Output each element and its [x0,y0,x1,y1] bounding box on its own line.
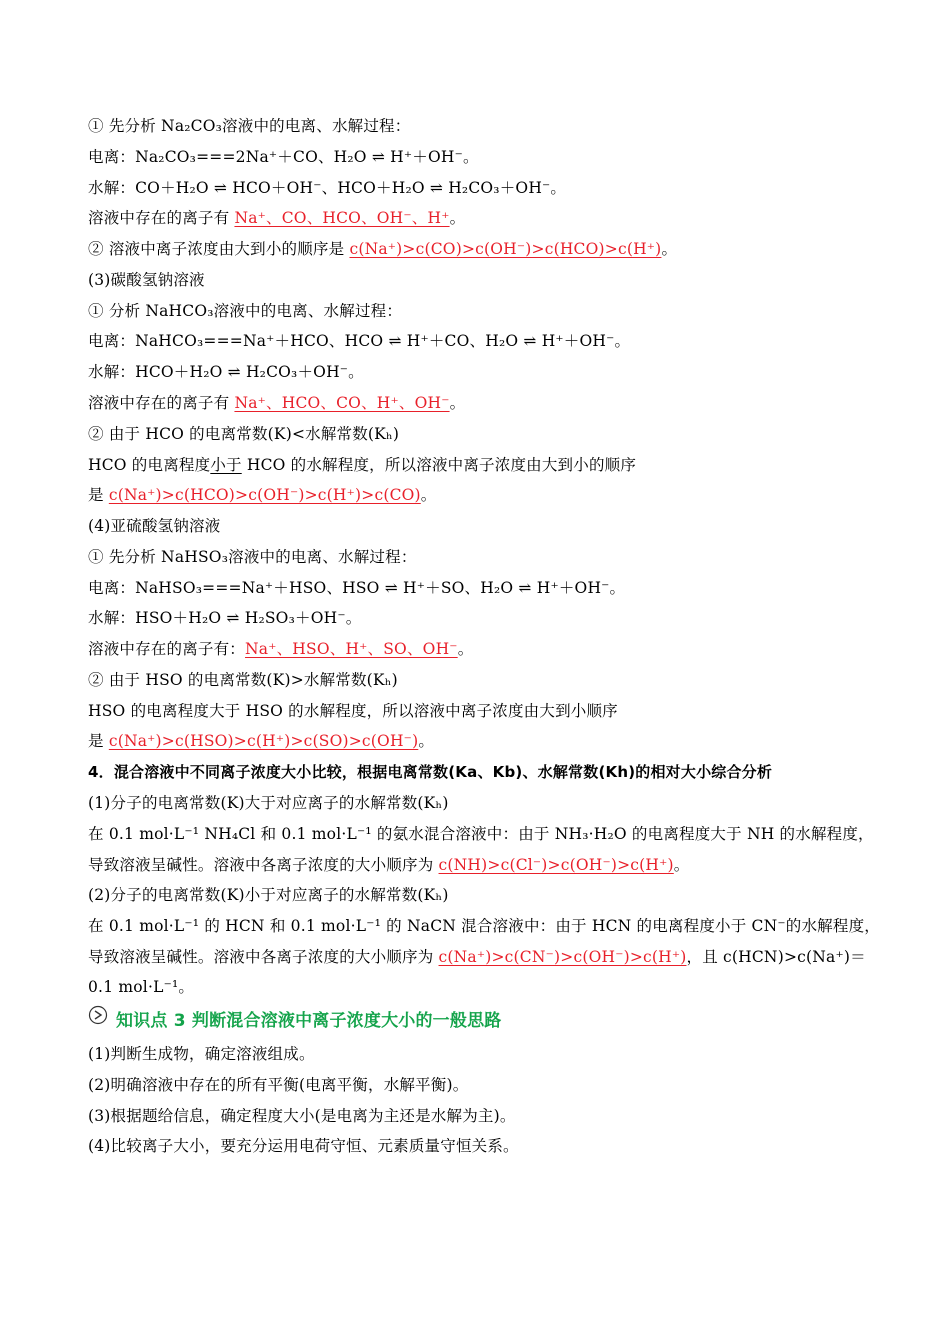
text-segment: 。 [418,732,435,750]
answer-text: Na⁺、HCO、CO、H⁺、OH⁻ [234,394,450,412]
text-segment: 。 [457,640,474,658]
subsection-heading: 4．混合溶液中不同离子浓度大小比较，根据电离常数(Ka、Kb)、水解常数(Kh)的相对大小综合分析 [88,763,773,781]
text-segment: 。 [449,209,466,227]
text-line [88,701,890,721]
text-segment: 。 [449,394,466,412]
text-segment: 是 [88,732,109,750]
text-line [88,424,890,444]
text-segment: HSO 的电离程度大于 HSO 的水解程度，所以溶液中离子浓度由大到小顺序 [88,702,618,720]
text-line [88,1075,890,1095]
text-segment: HCO 的电离程度 [88,456,211,474]
text-line [88,147,890,167]
text-line [88,824,890,844]
answer-text: c(Na⁺)>c(CN⁻)>c(OH⁻)>c(H⁺) [438,948,687,966]
text-segment: 溶液中存在的离子有 [88,394,235,412]
text-line [88,362,890,382]
text-segment: ① 先分析 Na₂CO₃溶液中的电离、水解过程： [88,117,411,135]
text-line [88,916,890,936]
answer-text: c(NH)>c(Cl⁻)>c(OH⁻)>c(H⁺) [438,856,674,874]
text-segment: 溶液中存在的离子有 [88,209,235,227]
text-segment: 电离：NaHSO₃===Na⁺＋HSO、HSO ⇌ H⁺＋SO、H₂O ⇌ H⁺＋OH⁻。 [88,579,626,597]
text-line [88,455,890,475]
text-segment: 0.1 mol·L⁻¹。 [88,978,195,996]
text-segment: HCO 的水解程度，所以溶液中离子浓度由大到小的顺序 [241,456,637,474]
section-heading: 知识点 3 判断混合溶液中离子浓度大小的一般思路 [116,1011,502,1031]
text-line [88,793,890,813]
text-segment: (3)碳酸氢钠溶液 [88,271,205,289]
text-line [88,1106,890,1126]
text-segment: 在 0.1 mol·L⁻¹ 的 HCN 和 0.1 mol·L⁻¹ 的 NaCN 混合溶液中：由于 HCN 的电离程度小于 CN⁻的水解程度， [88,917,880,935]
text-line [88,762,890,782]
text-segment: 水解：HCO＋H₂O ⇌ H₂CO₃＋OH⁻。 [88,363,364,381]
text-line [88,485,890,505]
text-segment: 电离：Na₂CO₃===2Na⁺＋CO、H₂O ⇌ H⁺＋OH⁻。 [88,148,479,166]
text-line [88,301,890,321]
text-line [88,178,890,198]
text-line [88,1044,890,1064]
text-line [88,239,890,259]
answer-text: c(Na⁺)>c(CO)>c(OH⁻)>c(HCO)>c(H⁺) [349,240,662,258]
text-segment: 溶液中存在的离子有： [88,640,246,658]
text-segment: ② 溶液中离子浓度由大到小的顺序是 [88,240,350,258]
text-line [116,1011,890,1031]
text-line [88,516,890,536]
text-segment: 水解：CO＋H₂O ⇌ HCO＋OH⁻、HCO＋H₂O ⇌ H₂CO₃＋OH⁻。 [88,179,567,197]
text-line [88,331,890,351]
answer-text: Na⁺、HSO、H⁺、SO、OH⁻ [245,640,458,658]
text-line [88,947,890,967]
text-line [88,608,890,628]
text-line [88,731,890,751]
text-line [88,578,890,598]
answer-text: c(Na⁺)>c(HSO)>c(H⁺)>c(SO)>c(OH⁻) [108,732,419,750]
text-segment: ，且 c(HCN)>c(Na⁺)＝ [686,948,866,966]
underlined-blank: 小于 [210,456,242,474]
text-segment: 导致溶液呈碱性。溶液中各离子浓度的大小顺序为 [88,948,439,966]
text-line [88,1136,890,1156]
text-segment: 电离：NaHCO₃===Na⁺＋HCO、HCO ⇌ H⁺＋CO、H₂O ⇌ H⁺＋OH⁻。 [88,332,631,350]
text-line [88,393,890,413]
text-segment: 在 0.1 mol·L⁻¹ NH₄Cl 和 0.1 mol·L⁻¹ 的氨水混合溶液中：由于 NH₃·H₂O 的电离程度大于 NH 的水解程度， [88,825,874,843]
text-segment: (4)亚硫酸氢钠溶液 [88,517,221,535]
text-segment: (3)根据题给信息，确定程度大小(是电离为主还是水解为主)。 [88,1107,516,1125]
text-segment: 水解：HSO＋H₂O ⇌ H₂SO₃＋OH⁻。 [88,609,362,627]
text-line [88,116,890,136]
text-segment: 。 [661,240,678,258]
text-segment: (1)判断生成物，确定溶液组成。 [88,1045,315,1063]
text-segment: ① 分析 NaHCO₃溶液中的电离、水解过程： [88,302,403,320]
text-line [88,208,890,228]
chevron-circle-icon [88,1005,108,1025]
text-segment: 导致溶液呈碱性。溶液中各离子浓度的大小顺序为 [88,856,439,874]
text-segment: (2)分子的电离常数(K)小于对应离子的水解常数(Kₕ) [88,886,449,904]
answer-text: c(Na⁺)>c(HCO)>c(OH⁻)>c(H⁺)>c(CO) [108,486,421,504]
text-line [88,885,890,905]
text-line [88,670,890,690]
text-segment: ② 由于 HCO 的电离常数(K)<水解常数(Kₕ) [88,425,400,443]
text-line [88,270,890,290]
text-line [88,547,890,567]
text-segment: 。 [420,486,437,504]
text-segment: ② 由于 HSO 的电离常数(K)>水解常数(Kₕ) [88,671,398,689]
text-line [88,639,890,659]
answer-text: Na⁺、CO、HCO、OH⁻、H⁺ [234,209,450,227]
text-segment: (1)分子的电离常数(K)大于对应离子的水解常数(Kₕ) [88,794,449,812]
text-line [88,855,890,875]
text-line [88,977,890,997]
text-segment: 是 [88,486,109,504]
text-segment: ① 先分析 NaHSO₃溶液中的电离、水解过程： [88,548,417,566]
text-segment: (2)明确溶液中存在的所有平衡(电离平衡，水解平衡)。 [88,1076,469,1094]
text-segment: 。 [673,856,690,874]
text-segment: (4)比较离子大小，要充分运用电荷守恒、元素质量守恒关系。 [88,1137,519,1155]
